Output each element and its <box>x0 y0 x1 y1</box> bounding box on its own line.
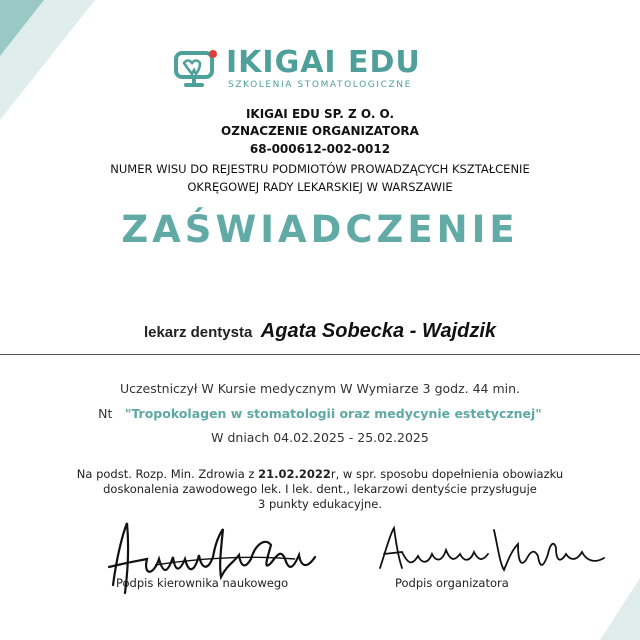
logo-tagline: SZKOLENIA STOMATOLOGICZNE <box>228 80 412 90</box>
note-line-1 <box>0 467 640 481</box>
organizer-designation-label: OZNACZENIE ORGANIZATORA <box>221 124 419 138</box>
registry-line-1: NUMER WISU DO REJESTRU PODMIOTÓW PROWADZĄCYCH KSZTAŁCENIE <box>110 162 530 176</box>
logo-name: IKIGAI EDU <box>226 45 421 80</box>
recipient-prefix: lekarz dentysta <box>143 324 253 341</box>
tooth-monitor-logo-icon <box>174 49 218 89</box>
logo <box>174 45 421 93</box>
note-line-1-end: r, w spr. sposobu dopełnienia obowiazku <box>330 467 564 481</box>
course-title: "Tropokolagen w stomatologii oraz medycynie estetycznej" <box>124 406 542 421</box>
organizer-designation-number: 68-000612-002-0012 <box>249 142 391 156</box>
course-label: Nt <box>98 406 113 421</box>
name-underline <box>0 354 640 355</box>
participation-text: Uczestniczył W Kursie medycznym W Wymiarze 3 godz. 44 min. <box>119 381 521 396</box>
course-dates: W dniach 04.02.2025 - 25.02.2025 <box>211 430 429 445</box>
right-signature-label: Podpis organizatora <box>395 576 509 590</box>
organizer-company: IKIGAI EDU SP. Z O. O. <box>245 107 395 121</box>
note-date: 21.02.2022 <box>258 467 331 481</box>
registry-line-2: OKRĘGOWEJ RADY LEKARSKIEJ W WARSZAWIE <box>187 180 453 194</box>
certificate-title: ZAŚWIADCZENIE <box>121 208 519 251</box>
note-line-3: 3 punkty edukacyjne. <box>258 497 382 511</box>
note-line-2: doskonalenia zawodowego lek. I lek. dent., lekarzowi dentyście przysługuje <box>103 482 537 496</box>
recipient-name: Agata Sobecka - Wajdzik <box>260 320 497 342</box>
left-signature-label: Podpis kierownika naukowego <box>116 576 289 590</box>
recipient-line <box>0 320 640 343</box>
corner-decoration-top-left-accent <box>0 0 44 56</box>
note-line-1-start: Na podst. Rozp. Min. Zdrowia z <box>76 467 259 481</box>
course-line <box>0 405 640 423</box>
